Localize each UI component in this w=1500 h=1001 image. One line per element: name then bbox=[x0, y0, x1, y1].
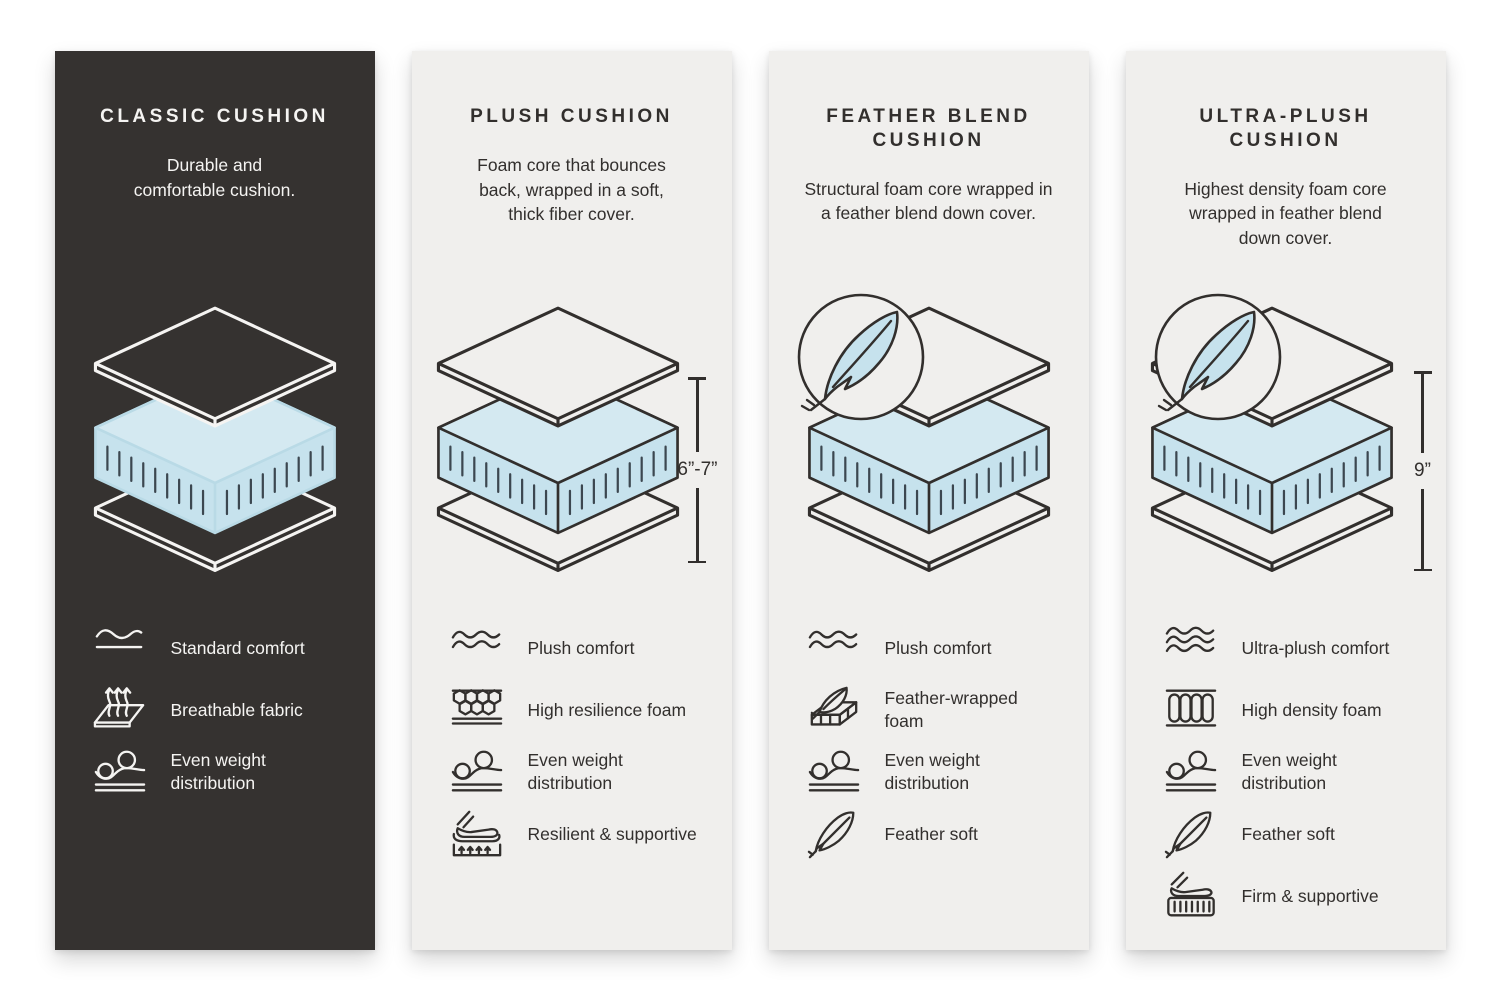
card-title: CLASSIC CUSHION bbox=[100, 106, 329, 127]
card-plush-cushion bbox=[412, 51, 732, 950]
feature-label: Firm & supportive bbox=[1241, 885, 1379, 906]
feature-row bbox=[93, 746, 345, 798]
feature-row bbox=[807, 746, 1059, 798]
even-weight-icon bbox=[1164, 746, 1218, 798]
wave-double-icon bbox=[807, 622, 861, 674]
feature-row bbox=[93, 622, 345, 674]
feature-label: Even weight distribution bbox=[527, 750, 623, 793]
wave-triple-icon bbox=[1164, 622, 1218, 674]
resilient-supportive-icon bbox=[450, 808, 504, 860]
feather-badge-icon bbox=[795, 291, 927, 423]
feature-label: Plush comfort bbox=[884, 637, 992, 658]
feature-row bbox=[1164, 808, 1416, 860]
feature-row bbox=[807, 808, 1059, 860]
measure-cap-bottom bbox=[688, 561, 706, 564]
exploded-cushion-icon bbox=[424, 301, 692, 574]
feature-list bbox=[55, 622, 375, 798]
cushion-layers-illustration bbox=[769, 301, 1089, 596]
feature-row bbox=[1164, 684, 1416, 736]
feature-label: Standard comfort bbox=[170, 637, 305, 658]
feature-label: Breathable fabric bbox=[170, 699, 303, 720]
height-label: 9” bbox=[1414, 460, 1431, 481]
feature-row bbox=[1164, 622, 1416, 674]
feature-label: Resilient & supportive bbox=[527, 823, 697, 844]
card-title: FEATHER BLEND CUSHION bbox=[826, 106, 1031, 151]
card-description: Foam core that bounces back, wrapped in a soft, thick fiber cover. bbox=[477, 154, 666, 225]
wave-double-icon bbox=[450, 622, 504, 674]
feature-label: Plush comfort bbox=[527, 637, 635, 658]
feature-label: Feather soft bbox=[1241, 823, 1335, 844]
feather-badge-icon bbox=[1152, 291, 1284, 423]
card-description: Structural foam core wrapped in a feather blend down cover. bbox=[804, 178, 1053, 224]
feather-icon bbox=[1164, 808, 1218, 860]
card-header bbox=[769, 105, 1089, 285]
feature-label: High density foam bbox=[1241, 699, 1382, 720]
feature-list bbox=[1126, 622, 1446, 922]
feature-label: High resilience foam bbox=[527, 699, 687, 720]
feature-list bbox=[769, 622, 1089, 860]
honeycomb-foam-icon bbox=[450, 684, 504, 736]
card-header bbox=[55, 105, 375, 285]
feature-label: Even weight distribution bbox=[1241, 750, 1337, 793]
measure-line bbox=[696, 488, 699, 561]
breathable-fabric-icon bbox=[93, 684, 147, 736]
cushion-layers-illustration bbox=[55, 301, 375, 596]
feature-label: Ultra-plush comfort bbox=[1241, 637, 1390, 658]
feature-list bbox=[412, 622, 732, 860]
measure-line bbox=[696, 380, 699, 453]
card-title: ULTRA-PLUSH CUSHION bbox=[1199, 106, 1372, 151]
height-label: 6”-7” bbox=[677, 459, 718, 480]
measure-line bbox=[1421, 489, 1424, 569]
feather-wrapped-foam-icon bbox=[807, 684, 861, 736]
card-classic-cushion bbox=[55, 51, 375, 950]
feature-row bbox=[450, 622, 702, 674]
feature-row bbox=[450, 684, 702, 736]
feather-icon bbox=[807, 808, 861, 860]
high-density-foam-icon bbox=[1164, 684, 1218, 736]
even-weight-icon bbox=[807, 746, 861, 798]
exploded-cushion-icon bbox=[81, 301, 349, 574]
measure-cap-bottom bbox=[1414, 569, 1432, 572]
feature-row bbox=[450, 808, 702, 860]
feature-label: Even weight distribution bbox=[884, 750, 980, 793]
card-ultra-plush-cushion bbox=[1126, 51, 1446, 950]
feature-label: Feather soft bbox=[884, 823, 978, 844]
feature-row bbox=[1164, 746, 1416, 798]
feature-row bbox=[93, 684, 345, 736]
cushion-layers-illustration bbox=[1126, 301, 1446, 596]
height-measurement bbox=[1414, 371, 1432, 571]
card-header bbox=[1126, 105, 1446, 285]
even-weight-icon bbox=[93, 746, 147, 798]
card-title: PLUSH CUSHION bbox=[470, 106, 673, 127]
feature-row bbox=[807, 622, 1059, 674]
feature-label: Even weight distribution bbox=[170, 750, 266, 793]
card-feather-blend-cushion bbox=[769, 51, 1089, 950]
feature-row bbox=[1164, 870, 1416, 922]
even-weight-icon bbox=[450, 746, 504, 798]
cushion-layers-illustration bbox=[412, 301, 732, 596]
measure-line bbox=[1421, 374, 1424, 454]
card-description: Highest density foam core wrapped in feather blend down cover. bbox=[1184, 178, 1387, 249]
feature-label: Feather-wrapped foam bbox=[884, 688, 1018, 731]
card-description: Durable and comfortable cushion. bbox=[133, 154, 296, 200]
feature-row bbox=[450, 746, 702, 798]
feature-row bbox=[807, 684, 1059, 736]
height-measurement bbox=[677, 377, 717, 563]
wave-single-icon bbox=[93, 622, 147, 674]
firm-supportive-icon bbox=[1164, 870, 1218, 922]
card-header bbox=[412, 105, 732, 285]
